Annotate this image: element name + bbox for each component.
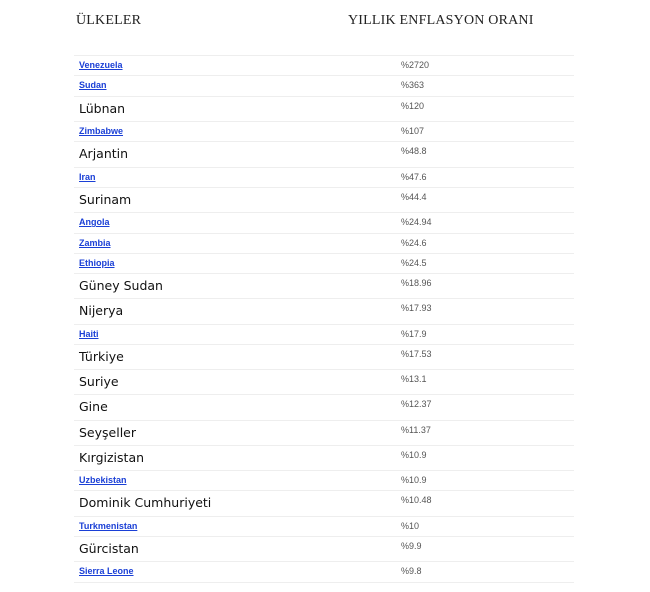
country-link[interactable]: Uzbekistan xyxy=(79,475,127,485)
inflation-rate-value: %17.53 xyxy=(401,349,432,360)
table-row xyxy=(74,446,574,471)
inflation-rate-value: %9.9 xyxy=(401,540,422,551)
table-row xyxy=(74,471,574,491)
country-name: Nijerya xyxy=(79,303,124,319)
inflation-rate-value: %44.4 xyxy=(401,191,427,202)
table-header xyxy=(0,13,650,33)
table-row xyxy=(74,234,574,254)
table-row xyxy=(74,421,574,446)
country-name: Gürcistan xyxy=(79,540,139,556)
inflation-rate-value: %12.37 xyxy=(401,399,432,410)
country-link[interactable]: Iran xyxy=(79,171,96,182)
inflation-rate-value: %9.8 xyxy=(401,566,422,577)
table-row xyxy=(74,97,574,122)
inflation-table xyxy=(74,55,574,583)
table-row xyxy=(74,274,574,299)
table-row xyxy=(74,491,574,516)
country-name: Kırgizistan xyxy=(79,449,145,465)
table-row xyxy=(74,517,574,537)
country-link[interactable]: Angola xyxy=(79,217,110,228)
inflation-rate-value: %11.37 xyxy=(401,424,431,435)
country-name: Seyşeller xyxy=(79,424,137,440)
country-name: Lübnan xyxy=(79,100,126,116)
table-row xyxy=(74,76,574,96)
inflation-rate-value: %48.8 xyxy=(401,146,427,157)
country-name: Suriye xyxy=(79,374,119,390)
country-link[interactable]: Turkmenistan xyxy=(79,520,138,531)
inflation-rate-value: %363 xyxy=(401,80,425,91)
table-row xyxy=(74,299,574,324)
country-link[interactable]: Sierra Leone xyxy=(79,566,134,577)
inflation-rate-value: %10.48 xyxy=(401,495,432,506)
inflation-rate-value: %18.96 xyxy=(401,278,432,289)
table-row xyxy=(74,395,574,420)
country-link[interactable]: Zimbabwe xyxy=(79,125,124,136)
inflation-rate-value: %13.1 xyxy=(401,374,427,385)
inflation-rate-value: %17.93 xyxy=(401,303,432,314)
country-link[interactable]: Venezuela xyxy=(79,60,123,70)
country-name: Gine xyxy=(79,399,108,415)
inflation-rate-value: %120 xyxy=(401,100,425,111)
country-name: Türkiye xyxy=(79,349,124,365)
country-name: Dominik Cumhuriyeti xyxy=(79,495,212,511)
country-name: Güney Sudan xyxy=(79,278,163,294)
inflation-rate-value: %10.9 xyxy=(401,475,427,485)
inflation-rate-value: %10.9 xyxy=(401,449,427,460)
column-header-countries: ÜLKELER xyxy=(76,13,142,28)
inflation-rate-value: %24.94 xyxy=(401,217,432,228)
table-row xyxy=(74,168,574,188)
table-row xyxy=(74,122,574,142)
table-row xyxy=(74,213,574,233)
table-row xyxy=(74,56,574,76)
country-name: Arjantin xyxy=(79,146,129,162)
country-link[interactable]: Ethiopia xyxy=(79,257,115,268)
column-header-inflation-rate: YILLIK ENFLASYON ORANI xyxy=(348,13,534,28)
inflation-rate-value: %47.6 xyxy=(401,171,427,182)
table-row xyxy=(74,370,574,395)
inflation-rate-value: %10 xyxy=(401,520,420,531)
table-row xyxy=(74,562,574,582)
country-link[interactable]: Haiti xyxy=(79,328,99,339)
inflation-rate-value: %107 xyxy=(401,125,425,136)
inflation-rate-value: %24.6 xyxy=(401,237,427,248)
country-link[interactable]: Sudan xyxy=(79,80,107,91)
country-name: Surinam xyxy=(79,191,132,207)
table-row xyxy=(74,345,574,370)
table-row xyxy=(74,537,574,562)
table-row xyxy=(74,188,574,213)
country-link[interactable]: Zambia xyxy=(79,237,111,248)
table-row xyxy=(74,254,574,274)
inflation-rate-value: %2720 xyxy=(401,60,430,70)
inflation-rate-value: %17.9 xyxy=(401,328,427,339)
table-row xyxy=(74,325,574,345)
table-row xyxy=(74,142,574,167)
inflation-rate-value: %24.5 xyxy=(401,257,427,268)
